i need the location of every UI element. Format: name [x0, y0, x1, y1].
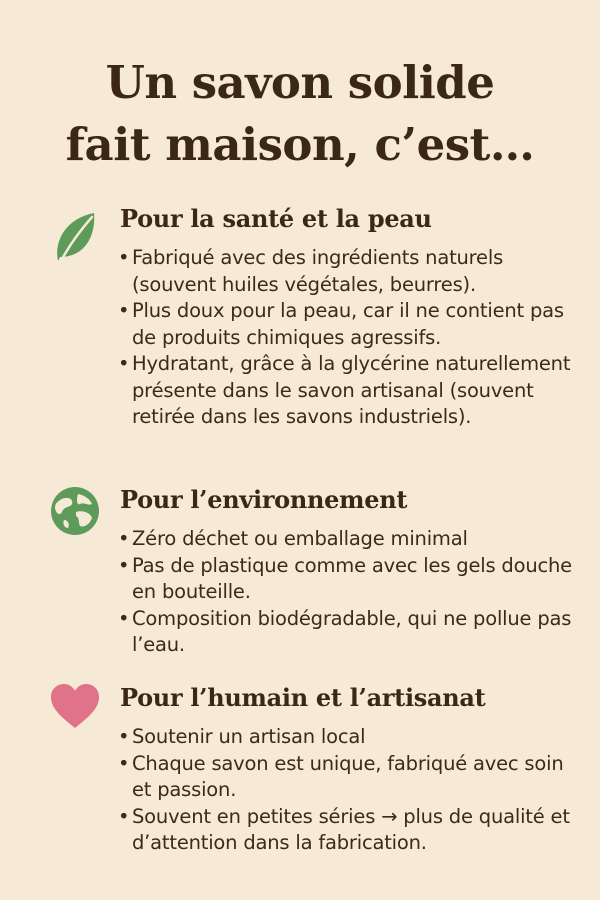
bullet-list	[118, 526, 588, 659]
section-heading: Pour l’environnement	[120, 485, 408, 514]
bullet-item: • Plus doux pour la peau, car il ne contient pas de produits chimiques agressifs.	[118, 298, 588, 351]
globe-icon	[50, 486, 100, 536]
bullet-item: • Fabriqué avec des ingrédients naturels (souvent huiles végétales, beurres).	[118, 245, 588, 298]
bullet-item: • Zéro déchet ou emballage minimal	[118, 526, 588, 553]
bullet-list	[118, 724, 588, 857]
bullet-item: • Soutenir un artisan local	[118, 724, 588, 751]
title-line-1: Un savon solide	[105, 56, 495, 109]
bullet-item: • Composition biodégradable, qui ne pollue pas l’eau.	[118, 606, 588, 659]
bullet-list	[118, 245, 588, 431]
title-line-2: fait maison, c’est…	[65, 118, 535, 171]
page-title	[0, 52, 600, 176]
bullet-item: • Hydratant, grâce à la glycérine naturellement présente dans le savon artisanal (souvent retirée dans les savons industriels).	[118, 351, 588, 431]
heart-icon	[50, 684, 100, 734]
bullet-item: • Pas de plastique comme avec les gels douche en bouteille.	[118, 553, 588, 606]
section-heading: Pour la santé et la peau	[120, 204, 432, 233]
leaf-icon	[50, 207, 100, 257]
section-heading: Pour l’humain et l’artisanat	[120, 683, 486, 712]
bullet-item: • Chaque savon est unique, fabriqué avec soin et passion.	[118, 751, 588, 804]
bullet-item: • Souvent en petites séries → plus de qualité et d’attention dans la fabrication.	[118, 804, 588, 857]
